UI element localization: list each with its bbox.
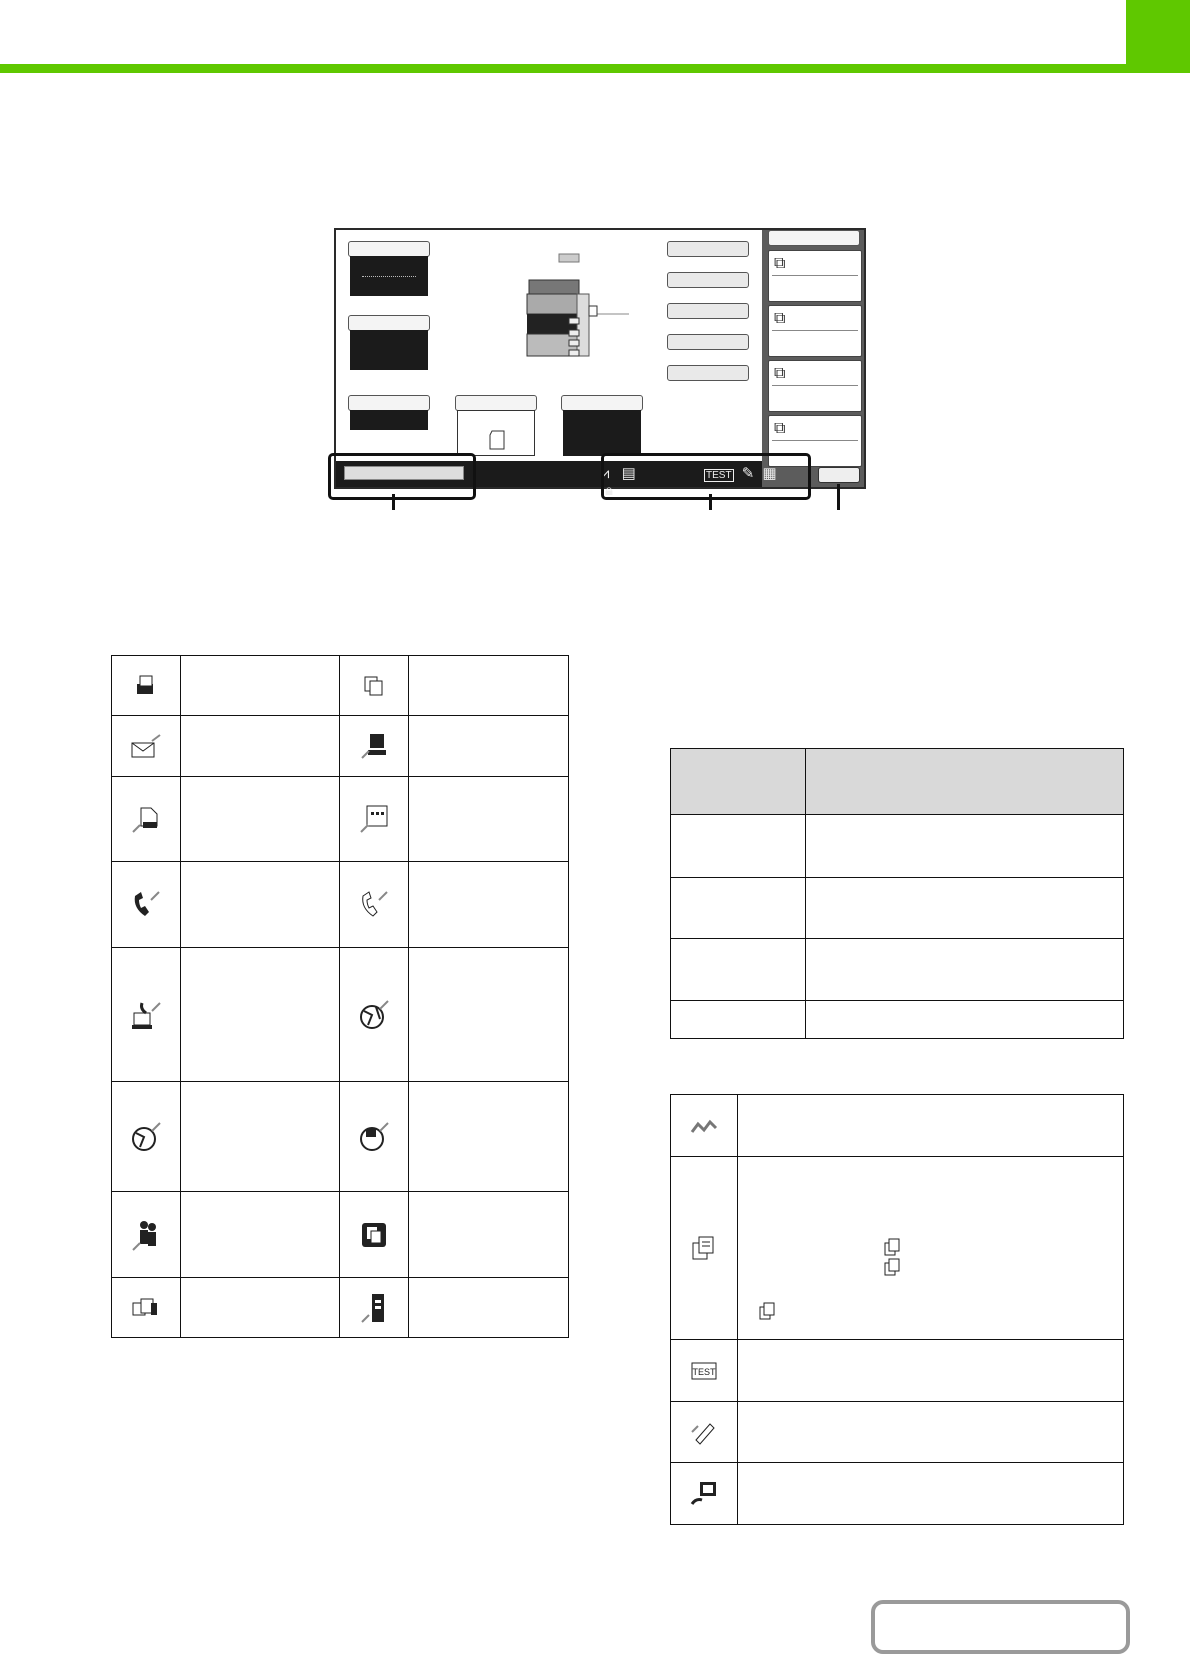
status-cell — [671, 878, 806, 939]
connection-icon: ⩘ — [601, 465, 610, 482]
status-cell — [671, 815, 806, 878]
copy-job-icon: ⧉ — [774, 255, 786, 272]
mode-button-1 — [667, 241, 749, 257]
status-icon-text — [738, 1463, 1124, 1525]
status-cell — [806, 815, 1124, 878]
status-table-header-1 — [671, 749, 806, 815]
status-table-header-2 — [806, 749, 1124, 815]
status-cell — [806, 1001, 1124, 1039]
status-icon-text-cell — [738, 1157, 1124, 1340]
tab-ratio — [455, 395, 537, 411]
tab-original — [348, 241, 430, 257]
print-hold-sub-icon — [883, 1237, 903, 1257]
job-icon-table — [111, 655, 569, 1338]
ratio-panel — [457, 410, 535, 456]
print-hold-icon — [671, 1157, 738, 1340]
test-icon — [671, 1340, 738, 1402]
internet-fax-receive-icon — [112, 1082, 181, 1192]
tab-paper — [348, 315, 430, 331]
filing-icon — [340, 1192, 409, 1278]
tab-duplex — [561, 395, 643, 411]
job-card — [768, 360, 862, 412]
callout-leader-1 — [392, 494, 395, 510]
touch-panel-illustration — [334, 228, 866, 499]
status-cell — [671, 1001, 806, 1039]
callout-frame-1 — [328, 453, 476, 500]
callout-leader-3 — [837, 484, 840, 510]
header-accent-line — [0, 64, 1190, 73]
status-icon-text — [738, 1095, 1124, 1157]
copy-job-icon: ⧉ — [774, 420, 786, 437]
callout-leader-2 — [709, 494, 712, 510]
job-status-tab — [768, 230, 860, 246]
print-hold-icon: ▤ — [621, 465, 636, 482]
mode-button-3 — [667, 303, 749, 319]
print-hold-sub-icon — [758, 1301, 778, 1321]
copy-job-icon — [340, 656, 409, 716]
pc-fax-send-icon — [112, 948, 181, 1082]
status-icon-text — [738, 1402, 1124, 1463]
exposure-panel — [350, 410, 428, 430]
data-relay-icon — [112, 1278, 181, 1338]
fax-receive-icon — [340, 862, 409, 948]
connection-icon — [671, 1095, 738, 1157]
status-icon-text — [738, 1340, 1124, 1402]
scan-to-usb-icon — [340, 777, 409, 862]
server-icon — [340, 1278, 409, 1338]
status-table — [670, 748, 1124, 1039]
original-panel — [350, 256, 428, 296]
scan-to-email-icon — [112, 716, 181, 777]
mode-button-2 — [667, 272, 749, 288]
status-cell — [806, 939, 1124, 1001]
status-cell — [806, 878, 1124, 939]
contents-button[interactable] — [871, 1600, 1130, 1654]
scan-to-pc-icon — [340, 716, 409, 777]
duplex-panel — [563, 410, 641, 456]
machine-illustration-icon — [519, 250, 629, 365]
print-hold-sub-icon — [883, 1257, 903, 1277]
remote-icon — [671, 1402, 738, 1463]
job-card — [768, 250, 862, 302]
broadcast-icon — [112, 1192, 181, 1278]
header-accent-block — [1126, 0, 1190, 68]
tab-exposure — [348, 395, 430, 411]
lock-icon: 🔒︎ — [605, 482, 613, 499]
mode-button-5 — [667, 365, 749, 381]
status-cell — [671, 939, 806, 1001]
fax-send-icon — [112, 862, 181, 948]
print-job-icon — [112, 656, 181, 716]
job-status-button — [818, 467, 860, 483]
job-status-panel — [762, 230, 864, 487]
test-icon: TEST — [706, 470, 732, 481]
callout-frame-2 — [601, 453, 811, 500]
pc-internet-fax-icon — [340, 1082, 409, 1192]
paper-panel — [350, 330, 428, 370]
mode-button-4 — [667, 334, 749, 350]
scan-icon: ▦ — [762, 465, 777, 482]
remote-icon: ✎ — [741, 465, 755, 482]
scan-to-ftp-icon — [112, 777, 181, 862]
internet-fax-send-icon — [340, 948, 409, 1082]
copy-job-icon: ⧉ — [774, 310, 786, 327]
copy-job-icon: ⧉ — [774, 365, 786, 382]
scan-icon — [671, 1463, 738, 1525]
status-icon-table — [670, 1094, 1124, 1525]
svg-text:TEST: TEST — [692, 1366, 716, 1377]
job-card — [768, 305, 862, 357]
